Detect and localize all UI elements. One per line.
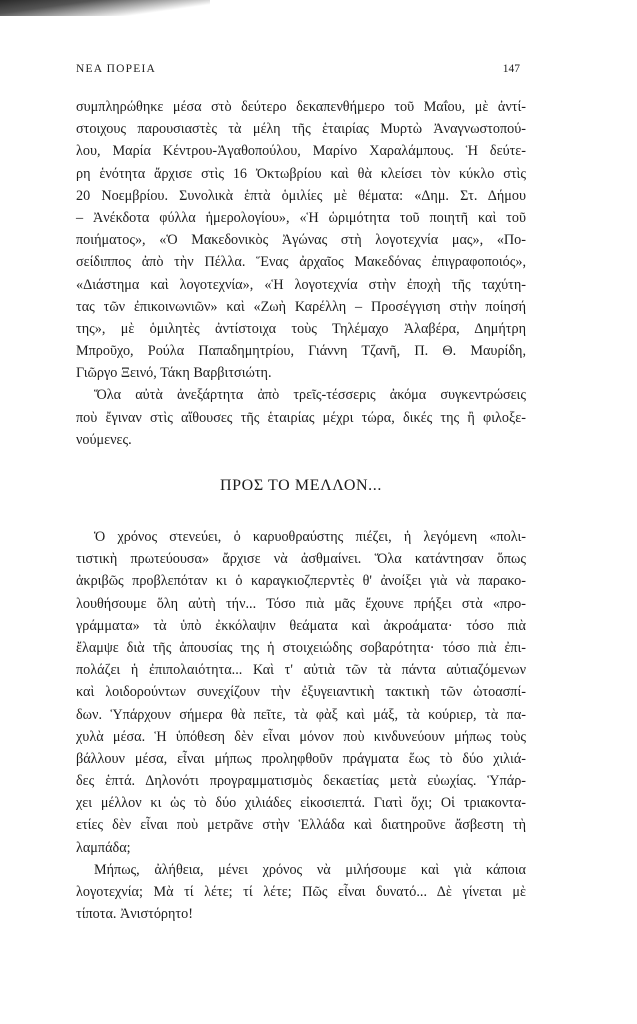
text-line: τιστικὴ πρωτεύουσα» ἄρχισε νὰ ἀσθμαίνει. Ὅλα κατάντησαν ὅπως: [76, 551, 526, 568]
text-line: Γιῶργο Ξεινό, Τάκη Βαρβιτσιώτη.: [76, 365, 272, 382]
text-line: Μήπως, ἀλήθεια, μένει χρόνος νὰ μιλήσουμε καὶ γιὰ κάποια: [94, 861, 526, 878]
text-line: χει μέλλον κι ὡς τὸ δύο χιλιάδες εἰκοσιεπτά. Γιατὶ ὄχι; Οἱ τριακοντα-: [76, 795, 526, 812]
running-head: ΝΕΑ ΠΟΡΕΙΑ: [76, 63, 157, 75]
text-line: – Ἀνέκδοτα φύλλα ἡμερολογίου», «Ἡ ὡριμότητα τοῦ ποιητῆ καὶ τοῦ: [76, 209, 526, 226]
text-line: Μπροῦχο, Ρούλα Παπαδημητρίου, Γιάννη Τζανῆ, Π. Θ. Μαυρίδη,: [76, 343, 526, 360]
paragraph-1: [76, 96, 526, 384]
text-line: πολάζει ἡ ἐπιπολαιότητα... Καὶ τ' αὐτιὰ τῶν τὰ πάντα αὐτιαζόμενων: [76, 662, 526, 679]
text-line: ετίες δὲν εἶναι ποὺ μετρᾶνε στὴν Ἑλλάδα καὶ διατηροῦνε ἄσβεστη τὴ: [76, 817, 526, 834]
text-line: Ὁ χρόνος στενεύει, ὁ καρυοθραύστης πιέζει, ἡ λεγόμενη «πολι-: [94, 529, 526, 545]
text-line: ἔλαμψε διὰ τῆς ἀπουσίας της ἡ στοιχειώδης σοβαρότητα· τόσο πιὰ ἐπι-: [76, 639, 526, 656]
text-line: λουθήσουμε ὅλη αὐτὴ τήν... Τόσο πιὰ μᾶς ἔχουνε πρήξει στὰ «προ-: [76, 595, 526, 612]
text-line: ποὺ ἔγιναν στὶς αἴθουσες τῆς ἑταιρίας μέχρι τώρα, δικές της ἢ φιλοξε-: [76, 409, 526, 426]
text-line: δων. Ὑπάρχουν σήμερα θὰ πεῖτε, τὰ φὰξ καὶ μάξ, τὰ κούριερ, τὰ πα-: [76, 706, 526, 723]
text-line: ποιήματος», «Ὁ Μακεδονικὸς Ἀγώνας στὴ λογοτεχνία μας», «Πο-: [76, 232, 526, 249]
text-line: νούμενες.: [76, 431, 132, 448]
paragraph-2: [76, 384, 526, 451]
text-line: σείδιππος ἀπὸ τὴν Πέλλα. Ἕνας ἀρχαῖος Μακεδόνας ἐπιγραφοποιός»,: [76, 254, 526, 271]
text-line: χυλὰ μέσα. Ἡ ὑπόθεση δὲν εἶναι μόνον ποὺ κινδυνεύουν μήπως τοὺς: [76, 728, 526, 745]
text-line: τίποτα. Ἀνιστόρητο!: [76, 906, 193, 923]
text-line: λογοτεχνία; Μὰ τί λέτε; τί λέτε; Πῶς εἶναι δυνατό... Δὲ γίνεται μὲ: [76, 884, 526, 900]
text-line: καὶ λοιδορούντων συνεχίζουν τὴν ἐξυγειαντικὴ τακτικὴ τῶν ὠτοασπί-: [76, 684, 526, 701]
paragraph-3: [76, 526, 526, 859]
body-text: [76, 96, 526, 925]
text-line: στοιχους παρουσιαστὲς τὰ μέλη τῆς ἑταιρίας Μυρτὼ Ἀναγνωστοπού-: [76, 121, 526, 138]
paragraph-4: [76, 859, 526, 926]
text-line: της», μὲ ὁμιλητὲς ἀντίστοιχα τοὺς Τηλέμαχο Ἀλαβέρα, Δημήτρη: [76, 320, 526, 337]
text-line: «Διάστημα καὶ λογοτεχνία», «Ἡ λογοτεχνία στὴν ἐποχὴ τῆς ταχύτη-: [76, 276, 526, 293]
text-line: συμπληρώθηκε μέσα στὸ δεύτερο δεκαπενθήμερο τοῦ Μαΐου, μὲ ἀντί-: [76, 99, 526, 115]
text-line: δες ἑπτά. Δηλονότι προγραμματισμὸς δεκαετίας μετὰ εὐωχίας. Ὑπάρ-: [76, 773, 526, 790]
section-heading: ΠΡΟΣ ΤΟ ΜΕΛΛΟΝ...: [220, 477, 382, 494]
text-line: γράμματα» τὰ ὑπὸ ἐκκόλαψιν θεάματα καὶ ἀκροάματα· τόσο πιὰ: [76, 617, 526, 634]
text-line: βάλλουν μέσα, εἶναι μήπως προληφθοῦν πράγματα ἕως τὸ δύο χιλιά-: [76, 750, 526, 767]
text-line: Ὅλα αὐτὰ ἀνεξάρτητα ἀπὸ τρεῖς-τέσσερις ἀκόμα συγκεντρώσεις: [94, 387, 526, 404]
page-number: 147: [502, 63, 520, 75]
scan-edge-shadow: [0, 0, 210, 16]
text-line: τας τῶν ἐπικοινωνιῶν» καὶ «Ζωὴ Καρέλλη – Προσέγγιση στὴν ποίησή: [76, 298, 526, 315]
text-line: ρη ἑνότητα ἄρχισε στὶς 16 Ὀκτωβρίου καὶ θὰ κλείσει τὸν κύκλο στὶς: [76, 165, 526, 182]
text-line: λαμπάδα;: [76, 839, 131, 856]
text-line: 20 Νοεμβρίου. Συνολικὰ ἑπτὰ ὁμιλίες μὲ θέματα: «Δημ. Στ. Δήμου: [76, 187, 526, 204]
text-line: ἀκριβῶς προβλεπόταν κι ὁ καραγκιοζπερντὲς θ' ἀνοίξει γιὰ νὰ παρακο-: [76, 573, 526, 590]
text-line: λου, Μαρία Κέντρου-Ἀγαθοπούλου, Μαρίνο Χαραλάμπους. Ἡ δεύτε-: [76, 143, 526, 160]
